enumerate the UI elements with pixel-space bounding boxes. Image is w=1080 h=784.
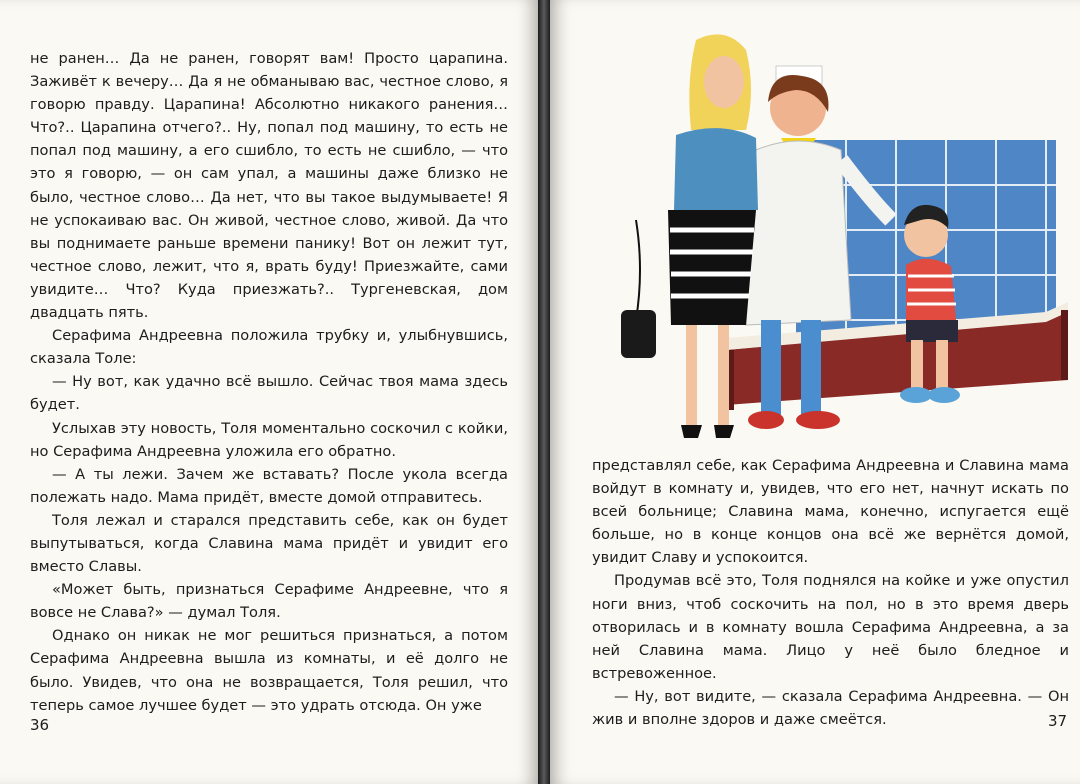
- book-gutter: [538, 0, 550, 784]
- paragraph: — Ну вот, как удачно всё вышло. Сейчас твоя мама здесь будет.: [30, 373, 508, 414]
- paragraph: не ранен… Да не ранен, говорят вам! Просто царапина. Заживёт к вечеру… Да я не обманываю вас, честное слово, я говорю правду. Царапина! Абсолютно никакого ранения… Что?.. Царапина отчего?.. Ну, попал под машину, то есть не попал под машину, а его сшибло, то есть не сшибло, — что это я говорю, — он сам упал, а машины даже близко не было, честное слово… Да нет, что вы такое выдумываете! Я не успокаиваю вас. Он живой, честное слово, живой. Да что вы поднимаете раньше времени панику! Вот он лежит тут, честное слово, лежит, что я, врать буду! Приезжайте, сами увидите… Что? Куда приезжать?.. Тургеневская, дом двадцать пять.: [30, 50, 508, 322]
- page-number-right: 37: [1048, 712, 1068, 730]
- paragraph: Услыхав эту новость, Толя моментально соскочил с койки, но Серафима Андреевна уложила его обратно.: [30, 419, 508, 460]
- paragraph: «Может быть, признаться Серафиме Андреевне, что я вовсе не Слава?» — думал Толя.: [30, 581, 508, 622]
- handbag-icon: [621, 310, 656, 358]
- right-page-text: [592, 454, 1069, 731]
- paragraph: — Ну, вот видите, — сказала Серафима Андреевна. — Он жив и вполне здоров и даже смеётся.: [592, 687, 1069, 729]
- paragraph: Однако он никак не мог решиться признаться, а потом Серафима Андреевна вышла из комнаты, и её долго не было. Увидев, что она не возвращается, Толя решил, что теперь самое лучшее будет — это удрать отсюда. Он уже: [30, 627, 508, 714]
- left-page-text: [30, 47, 508, 717]
- page-number-left: 36: [30, 716, 50, 734]
- paragraph: Серафима Андреевна положила трубку и, улыбнувшись, сказала Толе:: [30, 327, 508, 368]
- paragraph: представлял себе, как Серафима Андреевна и Славина мама войдут в комнату и, увидев, что его нет, начнут искать по всей больнице; Славина мама, конечно, испугается ещё больше, но в конце концов она всё же вернётся домой, увидит Славу и успокоится.: [592, 457, 1069, 567]
- paragraph: Толя лежал и старался представить себе, как он будет выпутываться, когда Славина мама придёт и увидит его вместо Славы.: [30, 511, 508, 576]
- paragraph: Продумав всё это, Толя поднялся на койке и уже опустил ноги вниз, чтоб соскочить на пол, но в это время дверь отворилась и в комнату вошла Серафима Андреевна, а за ней Славина мама. Лицо у неё было бледное и встревоженное.: [592, 572, 1069, 682]
- paragraph: — А ты лежи. Зачем же вставать? После укола всегда полежать надо. Мама придёт, вместе домой отправитесь.: [30, 465, 508, 506]
- illustration-hospital-scene: [606, 20, 1076, 450]
